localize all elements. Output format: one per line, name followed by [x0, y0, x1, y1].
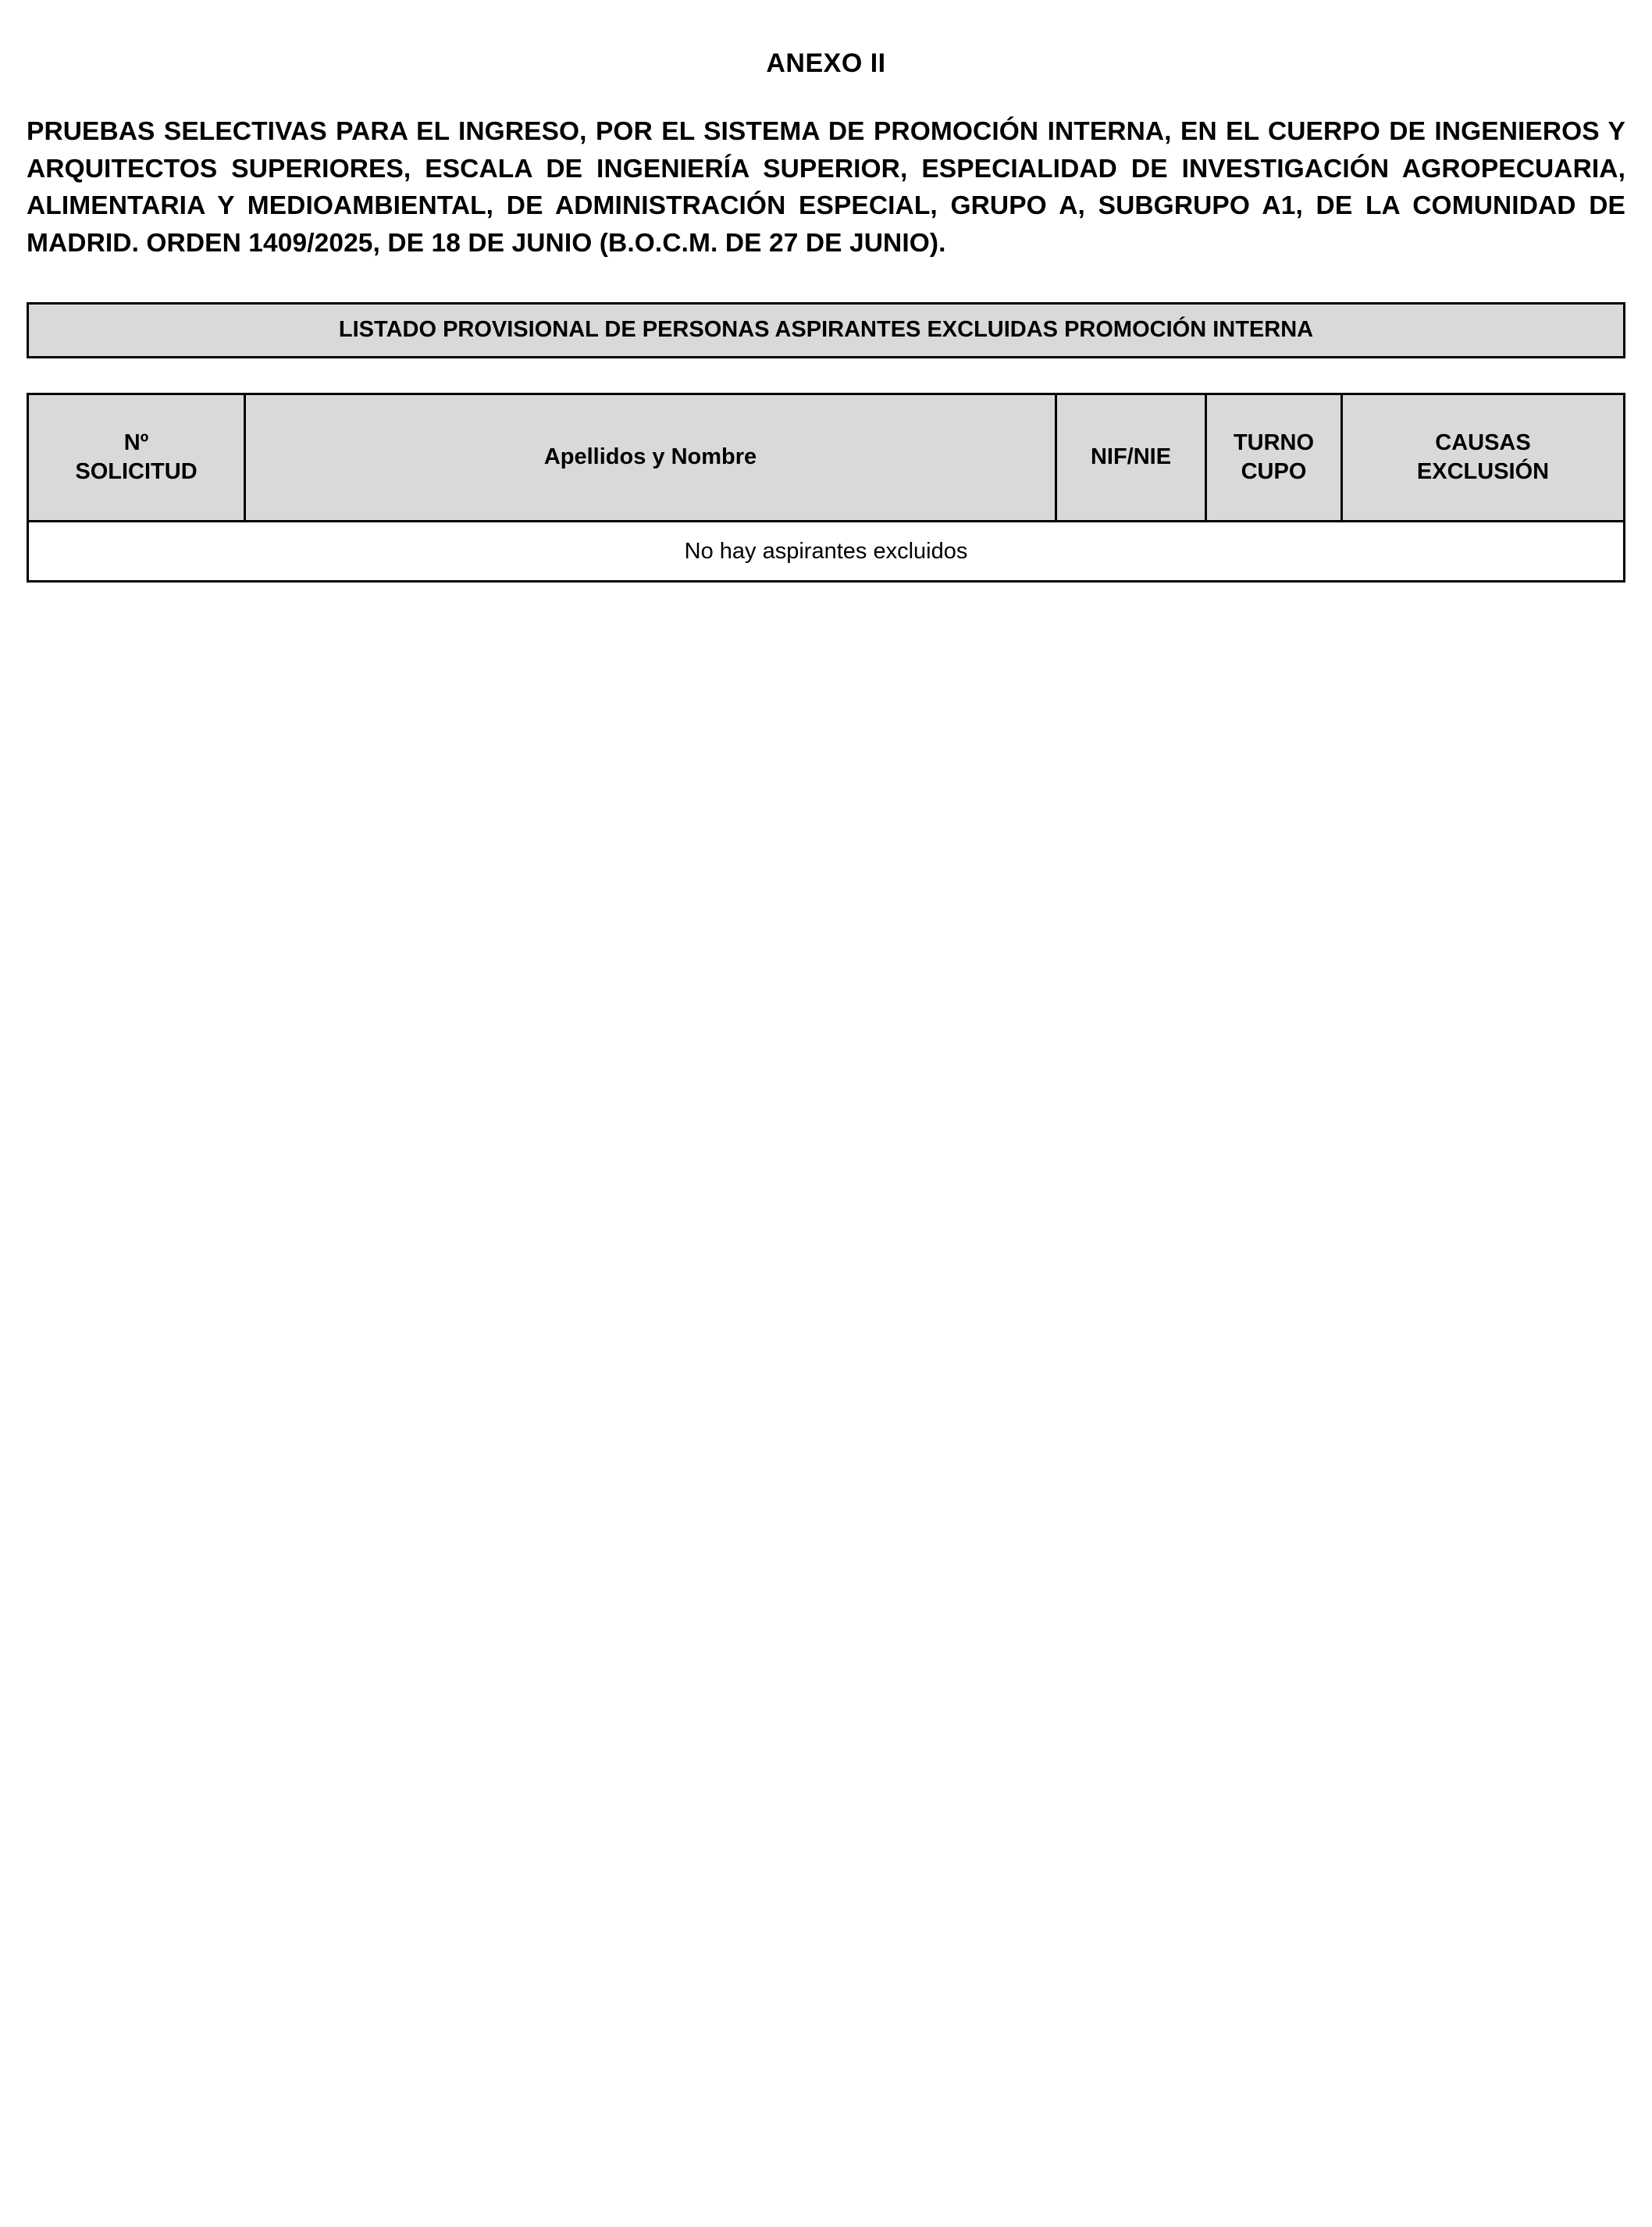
- excluded-applicants-table: [27, 393, 1625, 583]
- column-header-causas-line2: EXCLUSIÓN: [1416, 459, 1550, 485]
- page-title: ANEXO II: [766, 48, 886, 78]
- table-row: [28, 522, 1625, 582]
- table-body: [28, 522, 1625, 582]
- column-header-turno-cupo-line2: CUPO: [1241, 459, 1307, 485]
- column-header-num-solicitud-line1: Nº: [123, 429, 149, 455]
- table-header-row: [28, 394, 1625, 522]
- column-header-nif-nie: NIF/NIE: [1056, 394, 1206, 522]
- column-header-num-solicitud: [28, 394, 245, 522]
- column-header-apellidos-nombre: Apellidos y Nombre: [245, 394, 1056, 522]
- empty-state-message: No hay aspirantes excluidos: [28, 522, 1625, 582]
- intro-paragraph: PRUEBAS SELECTIVAS PARA EL INGRESO, POR EL SISTEMA DE PROMOCIÓN INTERNA, EN EL CUERPO DE INGENIEROS Y ARQUITECTOS SUPERIORES, ESCALA DE INGENIERÍA SUPERIOR, ESPECIALIDAD DE INVESTIGACIÓN AGROPECUARIA, ALIMENTARIA Y MEDIOAMBIENTAL, DE ADMINISTRACIÓN ESPECIAL, GRUPO A, SUBGRUPO A1, DE LA COMUNIDAD DE MADRID. ORDEN 1409/2025, DE 18 DE JUNIO (B.O.C.M. DE 27 DE JUNIO).: [27, 117, 1625, 258]
- column-header-turno-cupo-line1: TURNO: [1233, 429, 1315, 455]
- column-header-turno-cupo: [1206, 394, 1342, 522]
- listing-banner: LISTADO PROVISIONAL DE PERSONAS ASPIRANTES EXCLUIDAS PROMOCIÓN INTERNA: [27, 302, 1625, 358]
- column-header-causas-exclusion: [1342, 394, 1625, 522]
- column-header-causas-line1: CAUSAS: [1435, 429, 1531, 455]
- column-header-num-solicitud-line2: SOLICITUD: [75, 459, 198, 485]
